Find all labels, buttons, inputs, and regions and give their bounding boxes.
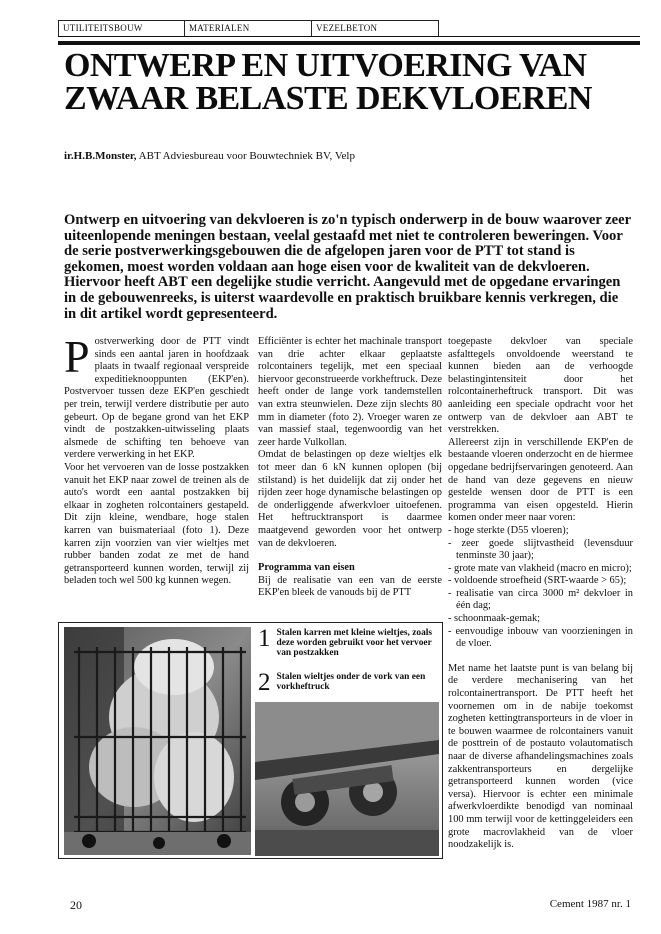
page-number: 20 <box>70 898 82 912</box>
list-item: - realisatie van circa 3000 m² dekvloer in één dag; <box>448 587 633 612</box>
col1-paragraph-2: Voor het vervoeren van de losse postzakken vanuit het EKP naar zowel de treinen als de auto's wordt een aantal postzakken bij elkaar in zogheten rolcontainers gestapeld. Dit zijn kleine, wendbare, hoge stalen karren van buismateriaal (foto 1). Deze karren zijn voorzien van vier wieltjes met rubber banden zodat ze met de hand getransporteerd kunnen worden, terwijl zij beladen toch wel 500 kg kunnen wegen. <box>64 461 249 587</box>
col3-paragraph-1: toegepaste dekvloer van speciale asfalttegels onvoldoende weerstand te kunnen bieden aan de verhoogde belastingintensiteit door het rolcontainerheftruck transport. Dit was aanleiding een speciale opdracht voor het ontwerp van de dekvloer aan ABT te verstrekken. <box>448 336 633 436</box>
header-rule-thin <box>58 36 640 37</box>
author-affiliation: ABT Adviesbureau voor Bouwtechniek BV, Velp <box>136 150 355 162</box>
body-column-1 <box>64 331 249 588</box>
journal-reference: Cement 1987 nr. 1 <box>549 898 631 910</box>
col3-paragraph-3: Met name het laatste punt is van belang bij de verdere mechanisering van het rolcontainertransport. De PTT heeft het voornemen om in de nabije toekomst zogheten kettingtransporteurs in de vloer in te bouwen waarmee de rolcontainers vanuit de posttrein of de postauto volautomatisch naar de diverse afhandelingsmachines zoals zakkentransporteurs en dergelijke getransporteerd kunnen worden (vice versa). Hiervoor is echter een minimale afwerkvloerdikte benodigd van nominaal 100 mm terwijl voor de kettinggeleiders een grote macrovlakheid van de vloer noodzakelijk is. <box>448 662 633 851</box>
list-item: - eenvoudige inbouw van voorzieningen in de vloer. <box>448 625 633 650</box>
caption-number: 2 <box>258 669 271 696</box>
requirements-list <box>448 525 633 651</box>
body-column-3 <box>448 336 633 852</box>
list-item: - hoge sterkte (D55 vloeren); <box>448 524 569 536</box>
photo-rolcontainers <box>64 627 251 855</box>
section-tab-vezelbeton: VEZELBETON <box>312 20 439 36</box>
article-title: ONTWERP EN UITVOERING VAN ZWAAR BELASTE DEKVLOEREN <box>64 47 592 117</box>
section-tabs <box>58 20 439 36</box>
caption-number: 1 <box>258 625 271 652</box>
section-tab-materialen: MATERIALEN <box>185 20 312 36</box>
col2-paragraph-1: Efficiënter is echter het machinale transport van drie achter elkaar geplaatste rolcontainers tegelijk, met een speciaal hiervoor geconstrueerde vorkheftruck. Deze heeft onder de lange vork tandemstellen van extra steunwielen. Deze zijn slechts 80 mm in diameter (foto 2). Vroeger waren ze van massief staal, tegenwoordig van het zeer harde Vulkollan. <box>258 336 442 448</box>
section-heading-programma: Programma van eisen <box>258 562 355 574</box>
list-item: - zeer goede slijtvastheid (levensduur tenminste 30 jaar); <box>448 537 633 562</box>
byline <box>64 150 355 162</box>
header-rule-thick <box>58 41 640 45</box>
photo-caption-1 <box>258 625 438 658</box>
col2-paragraph-3: Bij de realisatie van een van de eerste EKP'en bleek de vanouds bij de PTT <box>258 574 442 599</box>
list-item: - schoonmaak-gemak; <box>448 613 541 625</box>
intro-paragraph: Ontwerp en uitvoering van dekvloeren is zo'n typisch onderwerp in de bouw waarover zeer uiteenlopende meningen bestaan, veelal gestaafd met niet te controleren beweringen. Voor de serie postverwerkingsgebouwen die de afgelopen jaren voor de PTT tot stand is gekomen, moest worden voldaan aan hoge eisen voor de kwaliteit van de dekvloeren. Hiervoor heeft ABT een degelijke studie verricht. Aangevuld met de opgedane ervaringen in de gebouwenreeks, is uiterst waardevolle en praktisch bruikbare kennis verkregen, die in dit artikel wordt gepresenteerd. <box>64 212 631 322</box>
list-item: - grote mate van vlakheid (macro en micro); <box>448 562 632 574</box>
caption-text: Stalen wieltjes onder de vork van een vorkheftruck <box>276 672 426 692</box>
photo-caption-2 <box>258 669 438 696</box>
body-column-2 <box>258 336 442 600</box>
forklift-wheel-photo-graphic <box>255 702 439 856</box>
list-item: - voldoende stroefheid (SRT-waarde > 65); <box>448 575 627 587</box>
rolcontainer-photo-graphic <box>64 627 251 855</box>
section-tab-utiliteitsbouw: UTILITEITSBOUW <box>58 20 185 36</box>
author-name: ir.H.B.Monster, <box>64 150 137 162</box>
caption-text: Stalen karren met kleine wieltjes, zoals deze worden gebruikt voor het vervoer van postzakken <box>276 628 433 658</box>
col3-paragraph-2: Allereerst zijn in verschillende EKP'en de bestaande vloeren onderzocht en de hiermee opgedane bedrijfservaringen genoteerd. Aan de hand van deze gegevens en nieuw gestelde wensen door de PTT is een programma van eisen opgesteld. Hierin komen onder meer naar voren: <box>448 436 633 524</box>
photo-forklift-wheels <box>255 702 439 856</box>
drop-cap: P <box>64 331 90 382</box>
col2-paragraph-2: Omdat de belastingen op deze wieltjes elk tot meer dan 6 kN kunnen oplopen (bij stilstand) is het duidelijk dat zij onder het rijden zeer hoge dynamische belastingen op de onderliggende afwerkvloer uitoefenen. Het heftrucktransport is daarmee maatgevend geworden voor het ontwerp van de dekvloeren. <box>258 449 442 549</box>
col1-paragraph-1 <box>64 331 249 462</box>
col1-p1-text: ostverwerking door de PTT vindt sinds een aantal jaren in hoofdzaak plaats in twaalf regionaal verspreide expeditieknooppunten (EKP'en). Postvervoer tussen deze EKP'en geschiedt per trein, terwijl verdere distributie per auto gebeurt. Op de begane grond van het EKP vindt de postzakken-uitwisseling plaats alsmede de schifting ten behoeve van verdere verwerking in het EKP. <box>64 336 249 461</box>
